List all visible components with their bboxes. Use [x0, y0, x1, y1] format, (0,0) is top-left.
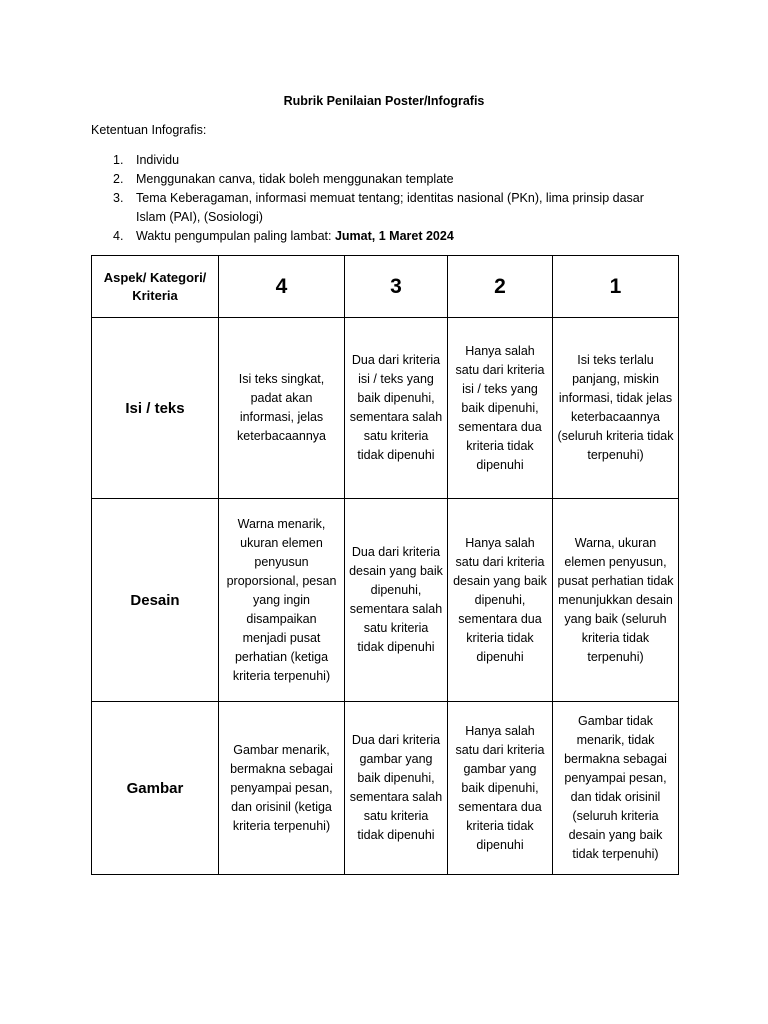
rules-list — [91, 151, 671, 246]
header-score-1: 1 — [553, 256, 679, 318]
criteria-cell: Isi teks singkat, padat akan informasi, jelas keterbacaannya — [219, 318, 345, 499]
criteria-cell: Dua dari kriteria isi / teks yang baik dipenuhi, sementara salah satu kriteria tidak dipenuhi — [345, 318, 448, 499]
rule-item — [91, 227, 671, 246]
header-row — [92, 256, 679, 318]
rule-text: Individu — [136, 153, 180, 167]
table-row — [92, 499, 679, 702]
row-aspect-gambar: Gambar — [92, 702, 219, 875]
rule-number: 4. — [113, 229, 124, 243]
criteria-cell: Warna menarik, ukuran elemen penyusun proporsional, pesan yang ingin disampaikan menjadi pusat perhatian (ketiga kriteria terpenuhi) — [219, 499, 345, 702]
rule-text: Waktu pengumpulan paling lambat: — [136, 229, 335, 243]
criteria-cell: Hanya salah satu dari kriteria gambar yang baik dipenuhi, sementara dua kriteria tidak dipenuhi — [448, 702, 553, 875]
table-row — [92, 702, 679, 875]
header-aspect: Aspek/ Kategori/ Kriteria — [92, 256, 219, 318]
rule-item — [91, 151, 671, 170]
header-score-2: 2 — [448, 256, 553, 318]
criteria-cell: Isi teks terlalu panjang, miskin informasi, tidak jelas keterbacaannya (seluruh kriteria tidak terpenuhi) — [553, 318, 679, 499]
criteria-cell: Hanya salah satu dari kriteria desain yang baik dipenuhi, sementara dua kriteria tidak dipenuhi — [448, 499, 553, 702]
header-score-3: 3 — [345, 256, 448, 318]
deadline-date: Jumat, 1 Maret 2024 — [334, 229, 454, 243]
rule-number: 3. — [113, 191, 124, 205]
criteria-cell: Gambar tidak menarik, tidak bermakna sebagai penyampai pesan, dan tidak orisinil (seluruh kriteria desain yang baik tidak terpenuhi) — [553, 702, 679, 875]
rules-heading: Ketentuan Infografis: — [91, 123, 207, 137]
criteria-cell: Hanya salah satu dari kriteria isi / teks yang baik dipenuhi, sementara dua kriteria tidak dipenuhi — [448, 318, 553, 499]
criteria-cell: Dua dari kriteria desain yang baik dipenuhi, sementara salah satu kriteria tidak dipenuhi — [345, 499, 448, 702]
row-aspect-isi-teks: Isi / teks — [92, 318, 219, 499]
page-title: Rubrik Penilaian Poster/Infografis — [283, 94, 485, 108]
criteria-cell: Warna, ukuran elemen penyusun, pusat perhatian tidak menunjukkan desain yang baik (seluruh kriteria tidak terpenuhi) — [553, 499, 679, 702]
table-row — [92, 318, 679, 499]
rule-number: 1. — [113, 153, 124, 167]
header-score-4: 4 — [219, 256, 345, 318]
rule-text: Tema Keberagaman, informasi memuat tentang; identitas nasional (PKn), lima prinsip dasar Islam (PAI), (Sosiologi) — [136, 191, 644, 224]
rule-number: 2. — [113, 172, 124, 186]
rule-text: Menggunakan canva, tidak boleh menggunakan template — [136, 172, 454, 186]
rule-item — [91, 189, 671, 227]
row-aspect-desain: Desain — [92, 499, 219, 702]
criteria-cell: Gambar menarik, bermakna sebagai penyampai pesan, dan orisinil (ketiga kriteria terpenuhi) — [219, 702, 345, 875]
criteria-cell: Dua dari kriteria gambar yang baik dipenuhi, sementara salah satu kriteria tidak dipenuhi — [345, 702, 448, 875]
rubric-table — [91, 255, 679, 875]
rule-item — [91, 170, 671, 189]
